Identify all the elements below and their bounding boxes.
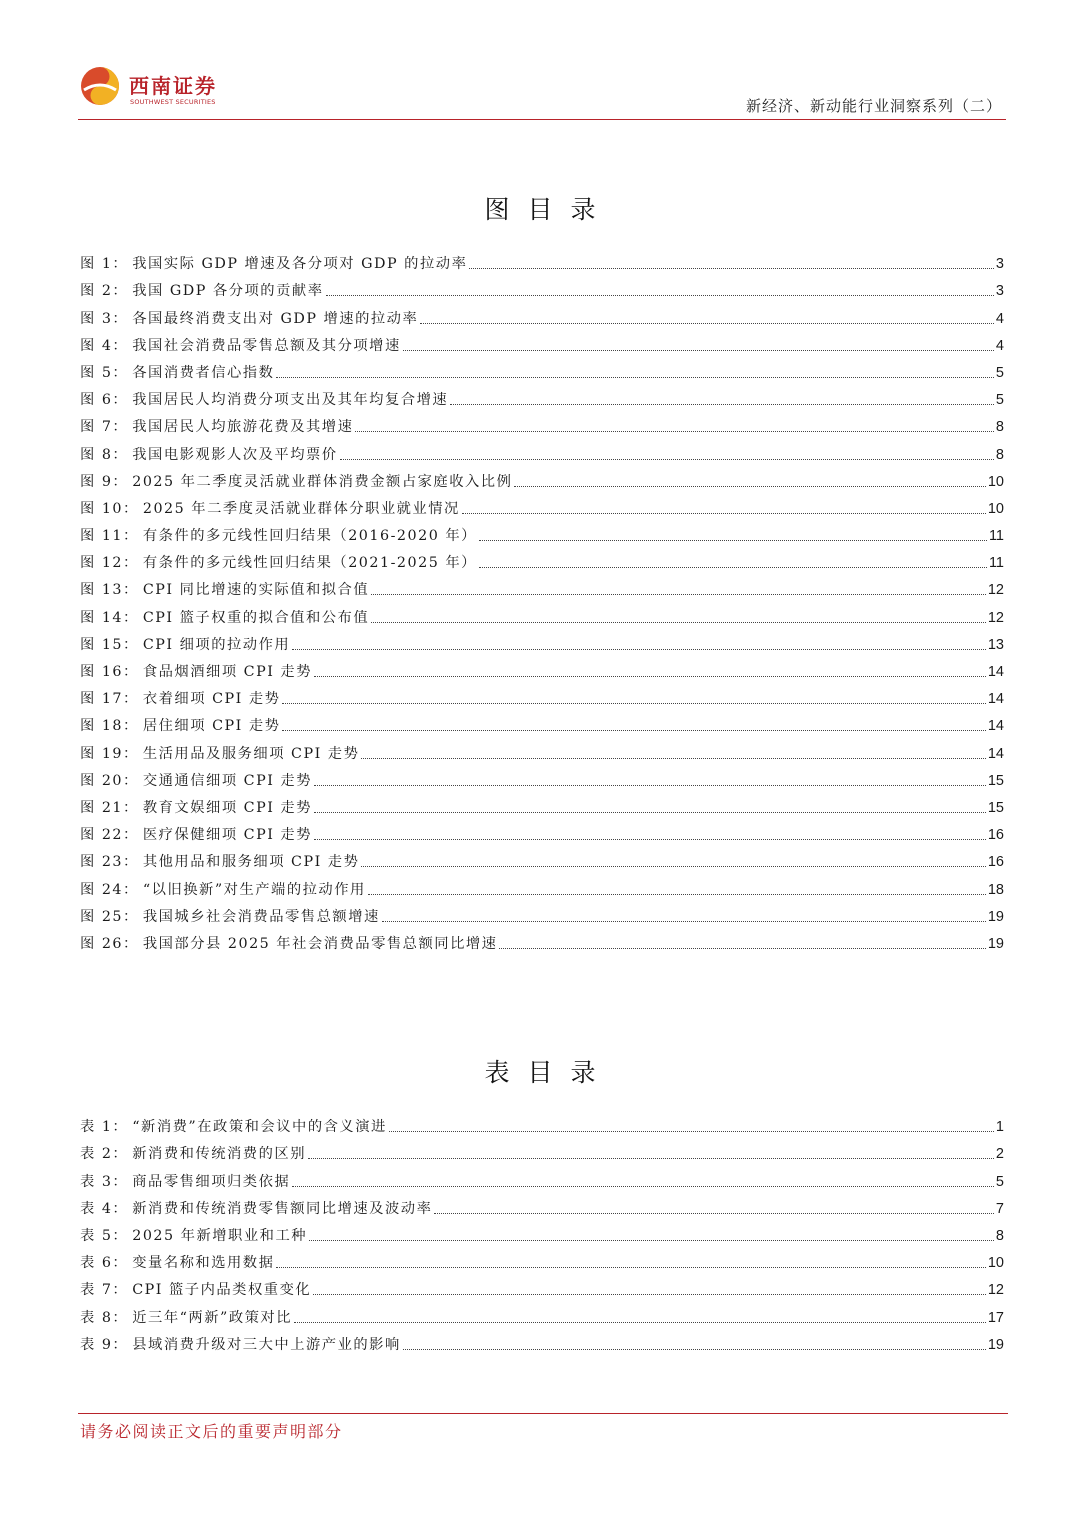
figure-entry[interactable]	[80, 329, 1004, 356]
logo-chinese-name: 西南证券	[129, 74, 217, 98]
figure-number: 图 19：	[80, 745, 139, 762]
table-title: 县域消费升级对三大中上游产业的影响	[132, 1336, 401, 1353]
table-number: 表 5：	[80, 1227, 129, 1244]
table-entry[interactable]	[80, 1273, 1004, 1300]
table-number: 表 3：	[80, 1173, 129, 1190]
table-number: 表 9：	[80, 1336, 129, 1353]
figure-page-number: 3	[995, 256, 1004, 273]
figures-toc-list	[80, 247, 1004, 954]
table-number: 表 4：	[80, 1200, 129, 1217]
figure-title: CPI 同比增速的实际值和拟合值	[142, 582, 370, 599]
figure-page-number: 14	[987, 691, 1004, 708]
table-title: 变量名称和选用数据	[132, 1255, 275, 1272]
dot-leader	[389, 1130, 994, 1132]
figure-number: 图 26：	[80, 935, 139, 952]
dot-leader	[355, 430, 994, 432]
figure-entry[interactable]	[80, 383, 1004, 410]
table-title: 新消费和传统消费的区别	[132, 1146, 306, 1163]
figure-page-number: 12	[987, 582, 1004, 599]
figure-page-number: 16	[987, 854, 1004, 871]
dot-leader	[313, 1293, 986, 1295]
figure-page-number: 15	[987, 772, 1004, 789]
figure-title: 其他用品和服务细项 CPI 走势	[142, 854, 360, 871]
figure-title: 各国消费者信心指数	[132, 364, 275, 381]
figure-entry[interactable]	[80, 247, 1004, 274]
table-number: 表 6：	[80, 1255, 129, 1272]
figure-title: 衣着细项 CPI 走势	[142, 691, 281, 708]
dot-leader	[314, 838, 986, 840]
figure-page-number: 14	[987, 745, 1004, 762]
figure-number: 图 13：	[80, 582, 139, 599]
figure-number: 图 10：	[80, 500, 139, 517]
figure-title: 我国居民人均消费分项支出及其年均复合增速	[132, 392, 449, 409]
dot-leader	[326, 294, 994, 296]
figure-entry[interactable]	[80, 709, 1004, 736]
figure-page-number: 8	[995, 419, 1004, 436]
figure-title: CPI 篮子权重的拟合值和公布值	[142, 609, 370, 626]
figure-page-number: 4	[995, 337, 1004, 354]
table-title: CPI 篮子内品类权重变化	[132, 1282, 312, 1299]
dot-leader	[479, 539, 987, 541]
table-entry[interactable]	[80, 1328, 1004, 1355]
logo-english-name: SOUTHWEST SECURITIES	[130, 98, 216, 106]
figure-number: 图 17：	[80, 691, 139, 708]
figure-number: 图 15：	[80, 636, 139, 653]
figure-page-number: 16	[987, 827, 1004, 844]
dot-leader	[361, 757, 985, 759]
figure-title: 有条件的多元线性回归结果（2016-2020 年）	[142, 528, 477, 545]
report-series-title: 新经济、新动能行业洞察系列（二）	[745, 97, 1002, 115]
figure-number: 图 5：	[80, 364, 129, 381]
figure-page-number: 12	[987, 609, 1004, 626]
dot-leader	[403, 1348, 986, 1350]
figure-title: 医疗保健细项 CPI 走势	[142, 827, 313, 844]
company-logo	[80, 66, 230, 110]
header-divider	[78, 119, 1006, 120]
dot-leader	[292, 648, 986, 650]
table-page-number: 17	[987, 1309, 1004, 1326]
dot-leader	[308, 1157, 994, 1159]
figure-title: 我国电影观影人次及平均票价	[132, 446, 338, 463]
figure-number: 图 14：	[80, 609, 139, 626]
table-entry[interactable]	[80, 1164, 1004, 1191]
figure-title: 有条件的多元线性回归结果（2021-2025 年）	[142, 555, 477, 572]
figure-entry[interactable]	[80, 356, 1004, 383]
table-page-number: 1	[995, 1119, 1004, 1136]
figure-page-number: 10	[987, 500, 1004, 517]
table-number: 表 8：	[80, 1309, 129, 1326]
figure-entry[interactable]	[80, 655, 1004, 682]
figure-entry[interactable]	[80, 845, 1004, 872]
figure-entry[interactable]	[80, 274, 1004, 301]
figure-page-number: 19	[987, 908, 1004, 925]
figure-page-number: 14	[987, 718, 1004, 735]
table-page-number: 10	[987, 1255, 1004, 1272]
figure-number: 图 21：	[80, 799, 139, 816]
figure-number: 图 8：	[80, 446, 129, 463]
figure-entry[interactable]	[80, 437, 1004, 464]
figure-entry[interactable]	[80, 519, 1004, 546]
figure-entry[interactable]	[80, 682, 1004, 709]
table-title: 2025 年新增职业和工种	[132, 1227, 308, 1244]
table-entry[interactable]	[80, 1246, 1004, 1273]
dot-leader	[479, 566, 987, 568]
figure-entry[interactable]	[80, 301, 1004, 328]
figure-page-number: 18	[987, 881, 1004, 898]
figure-number: 图 20：	[80, 772, 139, 789]
table-number: 表 2：	[80, 1146, 129, 1163]
figure-title: 生活用品及服务细项 CPI 走势	[142, 745, 360, 762]
figure-page-number: 5	[995, 364, 1004, 381]
dot-leader	[294, 1321, 986, 1323]
dot-leader	[420, 322, 994, 324]
figure-page-number: 10	[987, 473, 1004, 490]
figure-entry[interactable]	[80, 791, 1004, 818]
figure-title: 各国最终消费支出对 GDP 增速的拉动率	[132, 310, 419, 327]
table-entry[interactable]	[80, 1192, 1004, 1219]
dot-leader	[314, 784, 986, 786]
table-entry[interactable]	[80, 1219, 1004, 1246]
table-page-number: 19	[987, 1336, 1004, 1353]
dot-leader	[382, 920, 986, 922]
figure-page-number: 15	[987, 799, 1004, 816]
figure-entry[interactable]	[80, 600, 1004, 627]
dot-leader	[434, 1212, 994, 1214]
table-page-number: 5	[995, 1173, 1004, 1190]
tables-toc-list	[80, 1110, 1004, 1355]
dot-leader	[282, 702, 985, 704]
figure-number: 图 6：	[80, 392, 129, 409]
figure-entry[interactable]	[80, 764, 1004, 791]
figure-entry[interactable]	[80, 872, 1004, 899]
figure-number: 图 7：	[80, 419, 129, 436]
figure-number: 图 3：	[80, 310, 129, 327]
table-title: 近三年“两新”政策对比	[132, 1309, 293, 1326]
figure-entry[interactable]	[80, 410, 1004, 437]
figure-page-number: 19	[987, 935, 1004, 952]
figure-title: 食品烟酒细项 CPI 走势	[142, 664, 313, 680]
figure-title: 居住细项 CPI 走势	[142, 718, 281, 735]
figure-title: 我国居民人均旅游花费及其增速	[132, 419, 354, 436]
figure-number: 图 25：	[80, 908, 139, 925]
dot-leader	[276, 376, 994, 378]
figure-entry[interactable]	[80, 465, 1004, 492]
figures-toc-heading: 图目录	[484, 195, 614, 224]
tables-toc-heading: 表目录	[484, 1058, 614, 1087]
logo-mark-icon	[80, 66, 120, 106]
figure-title: 我国 GDP 各分项的贡献率	[132, 283, 324, 300]
figure-title: 交通通信细项 CPI 走势	[142, 772, 313, 789]
dot-leader	[462, 512, 986, 514]
dot-leader	[340, 458, 994, 460]
table-page-number: 8	[995, 1227, 1004, 1244]
figure-entry[interactable]	[80, 628, 1004, 655]
figure-number: 图 24：	[80, 881, 139, 898]
dot-leader	[403, 349, 994, 351]
figure-page-number: 14	[987, 664, 1004, 680]
figure-page-number: 11	[988, 555, 1004, 572]
dot-leader	[361, 865, 985, 867]
figure-number: 图 23：	[80, 854, 139, 871]
figure-title: CPI 细项的拉动作用	[142, 636, 291, 653]
figure-entry[interactable]	[80, 736, 1004, 763]
table-page-number: 7	[995, 1200, 1004, 1217]
dot-leader	[276, 1266, 985, 1268]
figure-entry[interactable]	[80, 900, 1004, 927]
figure-number: 图 16：	[80, 664, 139, 680]
figure-title: 我国城乡社会消费品零售总额增速	[142, 908, 380, 925]
figure-number: 图 12：	[80, 555, 139, 572]
dot-leader	[371, 621, 986, 623]
figure-number: 图 18：	[80, 718, 139, 735]
figure-page-number: 8	[995, 446, 1004, 463]
figure-title: 教育文娱细项 CPI 走势	[142, 799, 313, 816]
figure-entry[interactable]	[80, 927, 1004, 954]
figure-page-number: 11	[988, 528, 1004, 545]
dot-leader	[469, 267, 994, 269]
figure-page-number: 4	[995, 310, 1004, 327]
table-page-number: 2	[995, 1146, 1004, 1163]
figure-number: 图 9：	[80, 473, 129, 490]
table-number: 表 1：	[80, 1119, 129, 1136]
page-header	[0, 0, 1080, 124]
footer-divider	[78, 1413, 1008, 1414]
table-entry[interactable]	[80, 1110, 1004, 1137]
table-entry[interactable]	[80, 1137, 1004, 1164]
table-title: 商品零售细项归类依据	[132, 1173, 291, 1190]
table-entry[interactable]	[80, 1300, 1004, 1327]
dot-leader	[314, 811, 986, 813]
table-title: “新消费”在政策和会议中的含义演进	[132, 1119, 387, 1136]
figure-number: 图 1：	[80, 256, 129, 273]
figure-page-number: 5	[995, 392, 1004, 409]
dot-leader	[292, 1185, 994, 1187]
figure-number: 图 2：	[80, 283, 129, 300]
figure-title: 我国部分县 2025 年社会消费品零售总额同比增速	[142, 935, 498, 952]
figure-title: 2025 年二季度灵活就业群体消费金额占家庭收入比例	[132, 473, 513, 490]
table-title: 新消费和传统消费零售额同比增速及波动率	[132, 1200, 433, 1217]
figure-page-number: 13	[987, 636, 1004, 653]
figure-entry[interactable]	[80, 818, 1004, 845]
figure-title: “以旧换新”对生产端的拉动作用	[142, 881, 366, 898]
dot-leader	[314, 675, 986, 677]
figure-entry[interactable]	[80, 546, 1004, 573]
figure-title: 2025 年二季度灵活就业群体分职业就业情况	[142, 500, 460, 517]
disclaimer-note: 请务必阅读正文后的重要声明部分	[80, 1422, 343, 1441]
figure-number: 图 11：	[80, 528, 139, 545]
dot-leader	[514, 485, 985, 487]
figure-number: 图 22：	[80, 827, 139, 844]
dot-leader	[309, 1239, 994, 1241]
figure-entry[interactable]	[80, 492, 1004, 519]
table-number: 表 7：	[80, 1282, 129, 1299]
table-page-number: 12	[987, 1282, 1004, 1299]
dot-leader	[499, 947, 985, 949]
dot-leader	[450, 403, 994, 405]
figure-page-number: 3	[995, 283, 1004, 300]
dot-leader	[282, 729, 985, 731]
figure-title: 我国实际 GDP 增速及各分项对 GDP 的拉动率	[132, 256, 468, 273]
figure-number: 图 4：	[80, 337, 129, 354]
dot-leader	[371, 593, 986, 595]
figure-entry[interactable]	[80, 573, 1004, 600]
figure-title: 我国社会消费品零售总额及其分项增速	[132, 337, 401, 354]
dot-leader	[368, 893, 986, 895]
